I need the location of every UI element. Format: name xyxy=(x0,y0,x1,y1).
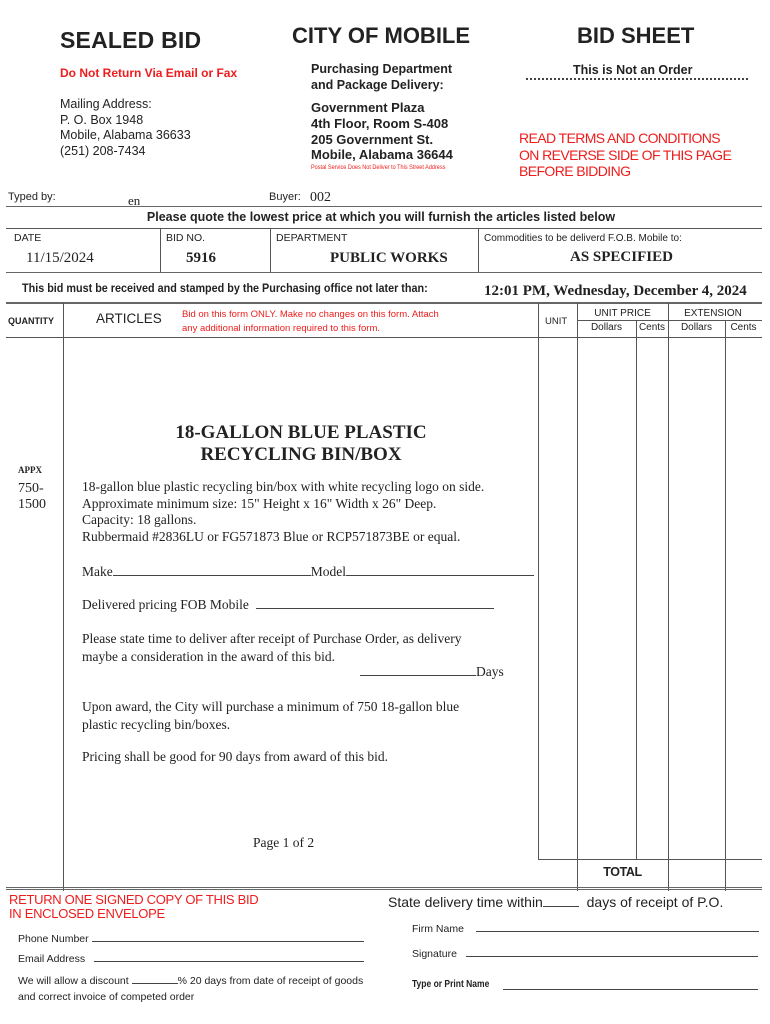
read-terms-line1: READ TERMS AND CONDITIONS xyxy=(519,130,720,146)
unit-price-column-divider xyxy=(577,303,578,891)
date-value: 11/15/2024 xyxy=(26,250,94,266)
fob-pricing-row xyxy=(82,597,494,613)
item-title xyxy=(64,422,538,466)
rule-above-table xyxy=(6,302,762,304)
city-title: CITY OF MOBILE xyxy=(292,23,471,48)
street-address xyxy=(311,100,453,163)
desc-line2: Approximate minimum size: 15" Height x 16" Width x 26" Deep. xyxy=(82,495,437,511)
mailing-label: Mailing Address: xyxy=(60,97,152,111)
info-divider-1 xyxy=(160,228,161,272)
state-delivery-pre: State delivery time within xyxy=(388,894,543,910)
postal-note: Postal Service Does Not Deliver to This Street Address xyxy=(311,164,446,171)
bid-no-label: BID NO. xyxy=(166,232,206,244)
extension-column-divider xyxy=(668,303,669,891)
item-title-line1: 18-GALLON BLUE PLASTIC xyxy=(175,422,427,443)
state-delivery-days-field[interactable] xyxy=(543,906,579,907)
buyer-value: 002 xyxy=(310,190,331,205)
read-terms-line2: ON REVERSE SIDE OF THIS PAGE xyxy=(519,146,732,163)
quantity-line2: 1500 xyxy=(18,496,46,512)
department-label: DEPARTMENT xyxy=(276,232,348,244)
purchasing-line1: Purchasing Department xyxy=(311,62,453,76)
rule-under-table-header xyxy=(6,337,762,338)
desc-line4: Rubbermaid #2836LU or FG571873 Blue or RCP571873BE or equal. xyxy=(82,528,461,544)
street-line3: 205 Government St. xyxy=(311,131,434,147)
mailing-address xyxy=(60,97,191,159)
award-line2: plastic recycling bin/boxes. xyxy=(82,717,231,732)
delivery-days-field[interactable] xyxy=(360,675,476,676)
state-delivery-row xyxy=(388,894,723,910)
phone-field[interactable] xyxy=(92,941,364,942)
bid-form-note-line2: any additional information required to this form. xyxy=(182,322,381,334)
quote-instruction: Please quote the lowest price at which you will furnish the articles listed below xyxy=(146,210,616,224)
return-notice xyxy=(9,893,258,921)
unit-price-cents-divider xyxy=(636,320,637,859)
department-value: PUBLIC WORKS xyxy=(330,250,448,266)
quantity-column-divider xyxy=(63,303,64,891)
email-label: Email Address xyxy=(18,953,86,965)
print-name-label: Type or Print Name xyxy=(412,979,490,990)
make-field[interactable] xyxy=(113,575,311,576)
extension-cents-divider xyxy=(725,320,726,891)
return-line1: RETURN ONE SIGNED COPY OF THIS BID xyxy=(9,892,259,907)
column-header-unit: UNIT xyxy=(545,316,568,327)
quantity-approx-label: APPX xyxy=(18,465,42,475)
buyer-label: Buyer: xyxy=(269,191,301,203)
deadline-value: 12:01 PM, Wednesday, December 4, 2024 xyxy=(484,283,747,299)
unit-price-cents-header: Cents xyxy=(638,322,666,333)
info-divider-2 xyxy=(270,228,271,272)
rule-under-table xyxy=(6,887,762,890)
pricing-note: Pricing shall be good for 90 days from award of this bid. xyxy=(82,749,388,764)
phone-row xyxy=(18,933,364,945)
state-delivery-post: days of receipt of P.O. xyxy=(586,894,724,910)
make-label: Make xyxy=(82,564,113,579)
column-header-unit-price: UNIT PRICE xyxy=(594,308,651,319)
fob-value: AS SPECIFIED xyxy=(570,249,673,265)
deadline-label: This bid must be received and stamped by the Purchasing office not later than: xyxy=(22,281,428,295)
rule-under-info xyxy=(6,272,762,273)
signature-label: Signature xyxy=(412,948,457,960)
model-field[interactable] xyxy=(346,575,534,576)
sealed-bid-title: SEALED BID xyxy=(60,27,202,53)
delivery-instruction xyxy=(82,630,462,666)
discount-field[interactable] xyxy=(132,983,178,984)
desc-line1: 18-gallon blue plastic recycling bin/box with white recycling logo on side. xyxy=(82,479,485,494)
price-subheader-rule xyxy=(577,320,762,321)
mailing-line2: Mobile, Alabama 36633 xyxy=(60,128,191,142)
total-label: TOTAL xyxy=(603,865,642,879)
street-line2: 4th Floor, Room S-408 xyxy=(311,115,449,131)
not-an-order-notice: This is Not an Order xyxy=(573,63,693,77)
info-divider-3 xyxy=(478,228,479,272)
street-line1: Government Plaza xyxy=(311,100,425,115)
item-title-line2: RECYCLING BIN/BOX xyxy=(200,444,402,465)
days-label: Days xyxy=(476,664,504,679)
page-number: Page 1 of 2 xyxy=(253,835,315,850)
dotted-divider xyxy=(526,78,748,80)
fob-label: Commodities to be deliverd F.O.B. Mobile to: xyxy=(484,233,682,244)
award-note xyxy=(82,698,459,734)
signature-row xyxy=(412,948,758,960)
typed-by-value: en xyxy=(128,193,141,208)
email-field[interactable] xyxy=(94,961,364,962)
delivery-days-row xyxy=(360,664,504,680)
extension-dollars-header: Dollars xyxy=(680,322,713,333)
make-model-row xyxy=(82,564,534,580)
column-header-quantity: QUANTITY xyxy=(8,316,54,326)
deliver-line2: maybe a consideration in the award of this bid. xyxy=(82,649,336,664)
bid-form-note xyxy=(182,308,439,335)
typed-by-label: Typed by: xyxy=(8,191,56,203)
bid-form-note-line1: Bid on this form ONLY. Make no changes on this form. Attach xyxy=(182,309,439,320)
fob-pricing-field[interactable] xyxy=(256,608,494,609)
quantity-line1: 750- xyxy=(18,481,44,496)
column-header-articles: ARTICLES xyxy=(96,311,162,326)
rule-above-info xyxy=(6,228,762,229)
discount-label-pre: We will allow a discount xyxy=(18,975,129,987)
email-row xyxy=(18,953,364,965)
bid-no-value: 5916 xyxy=(186,250,216,266)
print-name-field[interactable] xyxy=(503,989,758,990)
print-name-row xyxy=(412,979,489,990)
fob-pricing-label: Delivered pricing FOB Mobile xyxy=(82,597,249,612)
firm-name-label: Firm Name xyxy=(412,923,464,935)
extension-cents-header: Cents xyxy=(730,322,757,333)
discount-row xyxy=(18,973,363,1005)
model-label: Model xyxy=(310,564,346,579)
discount-line2: and correct invoice of competed order xyxy=(18,991,195,1003)
rule-under-typed xyxy=(6,206,762,207)
firm-name-field[interactable] xyxy=(476,931,759,932)
award-line1: Upon award, the City will purchase a minimum of 750 18-gallon blue xyxy=(82,699,460,714)
read-terms-line3: BEFORE BIDDING xyxy=(519,163,631,179)
bid-sheet-title: BID SHEET xyxy=(577,23,695,48)
item-description xyxy=(82,479,484,545)
discount-label-post: % 20 days from date of receipt of goods xyxy=(177,975,364,987)
rule-above-total xyxy=(538,859,762,860)
column-header-extension: EXTENSION xyxy=(684,308,742,319)
quantity-value xyxy=(18,481,46,512)
read-terms-notice xyxy=(519,130,731,180)
firm-name-row xyxy=(412,923,759,935)
mailing-line1: P. O. Box 1948 xyxy=(60,112,144,127)
no-return-notice: Do Not Return Via Email or Fax xyxy=(60,66,238,80)
signature-field[interactable] xyxy=(466,956,758,957)
unit-price-dollars-header: Dollars xyxy=(590,322,623,333)
desc-line3: Capacity: 18 gallons. xyxy=(82,512,197,527)
mailing-phone: (251) 208-7434 xyxy=(60,143,146,158)
deliver-line1: Please state time to deliver after receipt of Purchase Order, as delivery xyxy=(82,631,462,646)
return-line2: IN ENCLOSED ENVELOPE xyxy=(9,906,165,921)
unit-column-left-divider xyxy=(538,303,539,859)
purchasing-dept-label xyxy=(311,62,452,93)
purchasing-line2: and Package Delivery: xyxy=(311,77,444,92)
date-label: DATE xyxy=(14,232,42,244)
street-line4: Mobile, Alabama 36644 xyxy=(311,147,453,163)
phone-label: Phone Number xyxy=(18,933,89,945)
